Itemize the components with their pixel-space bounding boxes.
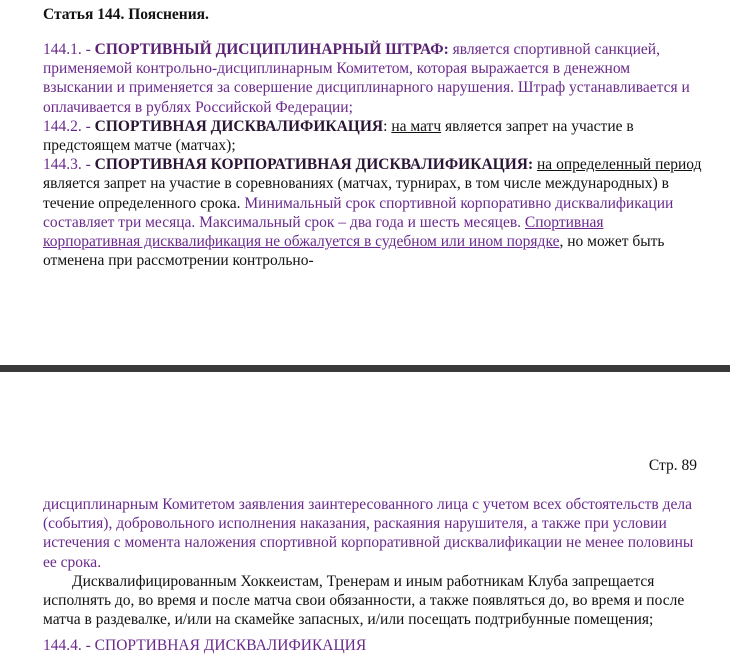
paragraph-144-1-colon: : <box>443 41 449 58</box>
paragraph-144-2-underlined: на матч <box>391 117 442 135</box>
page-number: Стр. 89 <box>648 457 697 474</box>
paragraph-continuation: дисциплинарным Комитетом заявления заинтересованного лица с учетом всех обстоятельств дела (события), добровольного исполнения наказания, раскаяния нарушителя, а также при условии истечения с момента наложения спортивной корпоративной дисквалификации не менее половины ее срока. <box>43 496 694 571</box>
paragraph-144-2-colon: : <box>383 117 392 135</box>
paragraph-144-3-underlined-purple: Спортивная корпоративная дисквалификация не обжалуется в судебном или ином порядке <box>43 213 604 251</box>
paragraph-144-1-term: СПОРТИВНЫЙ ДИСЦИПЛИНАРНЫЙ ШТРАФ <box>94 41 444 58</box>
paragraph-144-3-text-dark: является запрет на участие в соревнованиях (матчах, турнирах, в том числе международных) в течение определенного срока. <box>43 175 669 212</box>
paragraph-144-2-number: 144.2. - <box>43 117 95 135</box>
paragraph-144-3-term: СПОРТИВНАЯ КОРПОРАТИВНАЯ ДИСКВАЛИФИКАЦИЯ: <box>94 156 534 174</box>
paragraph-144-4-cut: 144.4. - СПОРТИВНАЯ ДИСКВАЛИФИКАЦИЯ <box>43 637 367 654</box>
paragraph-144-1-text: является спортивной санкцией, применяемой контрольно-дисциплинарным Комитетом, которая выражается в денежном взыскании и применяется за совершение дисциплинарного нарушения. Штраф устанавливается и оплачивается в рублях Российской Федерации; <box>43 41 690 116</box>
page-bottom <box>0 372 730 654</box>
paragraph-144-3-tail: , но может быть отменена при рассмотрении контрольно- <box>43 233 665 270</box>
paragraph-144-1-number: 144.1. - <box>43 41 95 58</box>
article-body-bottom <box>43 495 703 629</box>
paragraph-144-3-number: 144.3. - <box>43 156 95 174</box>
paragraph-144-3-underlined: на определенный период <box>537 156 702 174</box>
paragraph-disqualified-rules: Дисквалифицированным Хоккеистам, Тренерам и иным работникам Клуба запрещается исполнять до, во время и после матча свои обязанности, а также появляться до, во время и после матча в раздевалке, и/или на скамейке запасных, и/или посещать подтрибунные помещения; <box>43 572 685 629</box>
paragraph-144-3-text-purple: Минимальный срок спортивной корпоративно дисквалификации составляет три месяца. Максимальный срок – два года и шесть месяцев. <box>43 194 674 231</box>
article-heading: Статья 144. Пояснения. <box>43 6 209 23</box>
page-break-divider <box>0 365 730 372</box>
article-body-top <box>43 40 703 270</box>
paragraph-144-2-term: СПОРТИВНАЯ ДИСКВАЛИФИКАЦИЯ <box>94 117 384 135</box>
cut-off-line <box>43 637 643 657</box>
paragraph-144-2-text: является запрет на участие в предстоящем матче (матчах); <box>43 117 634 155</box>
